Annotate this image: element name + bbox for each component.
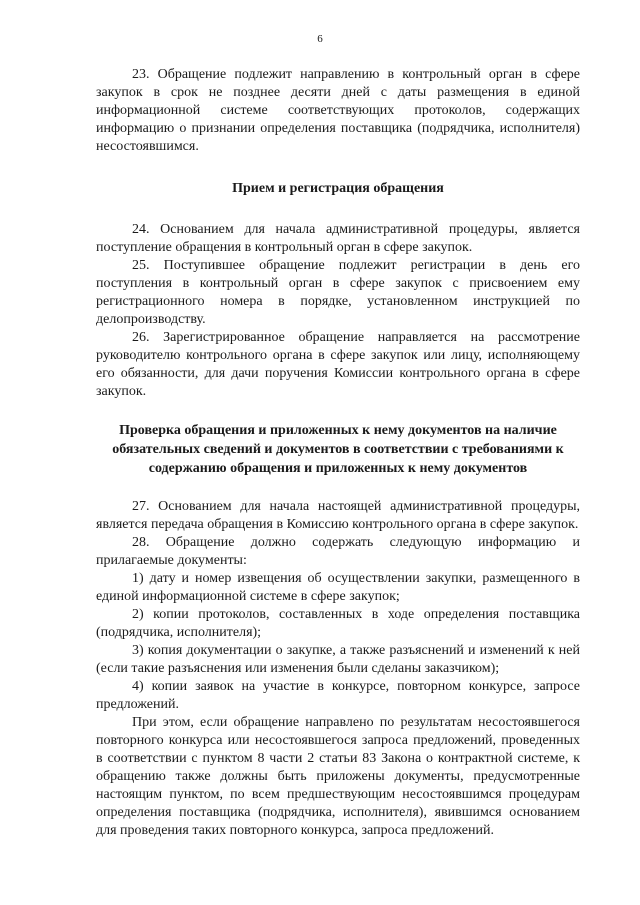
paragraph-25: 25. Поступившее обращение подлежит регистрации в день его поступления в контрольный орган в сфере закупок с присвоением ему регистрационного номера в порядке, установленном инструкцией по делопроизводству. bbox=[96, 258, 580, 327]
paragraph-27: 27. Основанием для начала настоящей административной процедуры, является передача обращения в Комиссию контрольного органа в сфере закупок. bbox=[96, 499, 580, 532]
paragraph-26: 26. Зарегистрированное обращение направляется на рассмотрение руководителю контрольного органа в сфере закупок или лицу, исполняющему его обязанности, для дачи поручения Комиссии контрольного органа в сфере закупок. bbox=[96, 330, 580, 399]
paragraph-24: 24. Основанием для начала административной процедуры, является поступление обращения в контрольный орган в сфере закупок. bbox=[96, 222, 580, 255]
list-item-3: 3) копия документации о закупке, а также разъяснений и изменений к ней (если такие разъяснения или изменения были сделаны заказчиком); bbox=[96, 643, 580, 676]
paragraph-28: 28. Обращение должно содержать следующую информацию и прилагаемые документы: bbox=[96, 535, 580, 568]
paragraph-23: 23. Обращение подлежит направлению в контрольный орган в сфере закупок в срок не позднее десяти дней с даты размещения в единой информационной системе соответствующих протоколов, содержащих информацию о признании определения поставщика (подрядчика, исполнителя) несостоявшимся. bbox=[96, 67, 580, 154]
section-heading-verification: Проверка обращения и приложенных к нему документов на наличие обязательных сведений и документов в соответствии с требованиями к содержанию обращения и приложенных к нему документов bbox=[112, 423, 564, 476]
list-item-1: 1) дату и номер извещения об осуществлении закупки, размещенного в единой информационной системе в сфере закупок; bbox=[96, 571, 580, 604]
paragraph-final: При этом, если обращение направлено по результатам несостоявшегося повторного конкурса или несостоявшегося запроса предложений, проведенных в соответствии с пунктом 8 части 2 статьи 83 Закона о контрактной системе, к обращению также должны быть приложены документы, предусмотренные настоящим пунктом, по всем предшествующим несостоявшимся процедурам определения поставщика (подрядчика, исполнителя), явившимся основанием для проведения таких повторного конкурса, запроса предложений. bbox=[96, 715, 580, 838]
list-item-4: 4) копии заявок на участие в конкурсе, повторном конкурсе, запросе предложений. bbox=[96, 679, 580, 712]
section-heading-reception: Прием и регистрация обращения bbox=[232, 181, 444, 196]
document-body bbox=[96, 66, 580, 840]
list-item-2: 2) копии протоколов, составленных в ходе определения поставщика (подрядчика, исполнителя); bbox=[96, 607, 580, 640]
page-number: 6 bbox=[317, 33, 323, 45]
